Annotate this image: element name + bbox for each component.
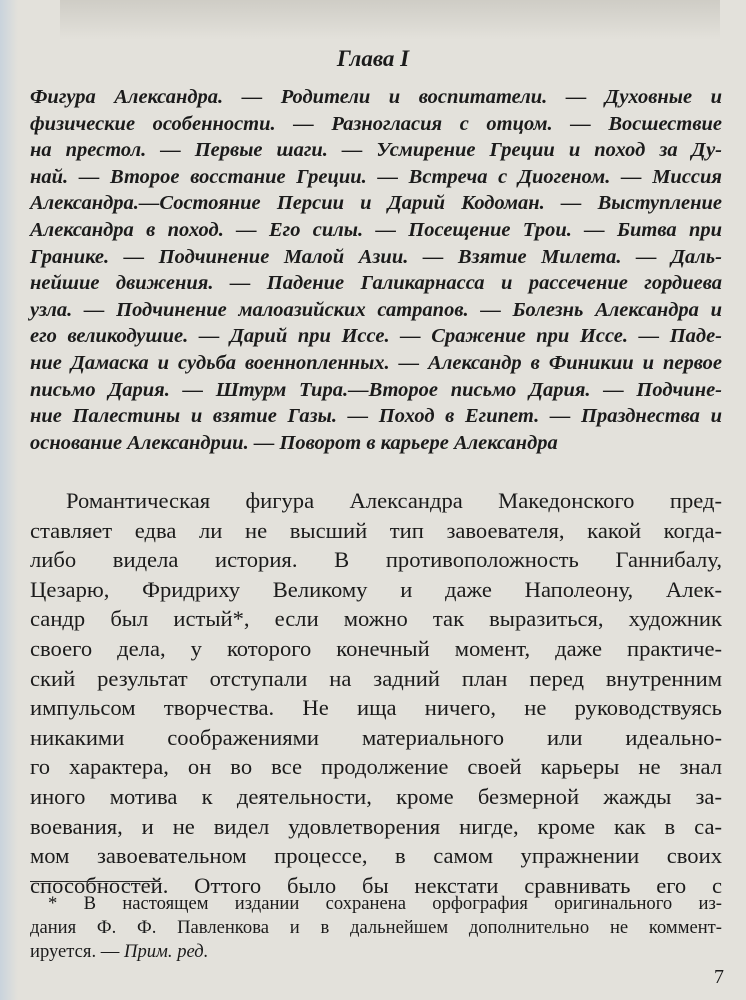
body-line: ставляет едва ли не высший тип завоевателя, какой когда-	[30, 517, 722, 543]
summary-line: Александра в поход. — Его силы. — Посещение Трои. — Битва при	[30, 218, 722, 241]
summary-line: физические особенности. — Разногласия с отцом. — Восшествие	[30, 112, 722, 135]
body-line: иного мотива к деятельности, кроме безмерной жажды за-	[30, 783, 722, 809]
summary-line: основание Александрии. — Поворот в карьере Александра	[30, 431, 558, 454]
footnote-divider	[30, 881, 160, 882]
summary-line: нейшие движения. — Падение Галикарнасса и рассечение гордиева	[30, 272, 722, 295]
footnote-line-last	[30, 940, 722, 964]
body-line: никакими соображениями материального или идеально-	[30, 724, 722, 750]
summary-line: узла. — Подчинение малоазийских сатрапов. — Болезнь Александра и	[30, 298, 722, 321]
summary-line: ние Дамаска и судьба военнопленных. — Александр в Финикии и первое	[30, 351, 722, 374]
page-edge-shadow	[0, 0, 18, 1000]
page-number: 7	[714, 966, 724, 988]
body-line: мом завоевательном процессе, в самом упражнении своих	[30, 843, 722, 869]
footnote-text: ируется. —	[30, 941, 125, 963]
body-line: либо видела история. В противоположность Ганнибалу,	[30, 547, 722, 573]
body-line: своего дела, у которого конечный момент, даже практиче-	[30, 635, 722, 661]
editor-note: Прим. ред.	[124, 941, 209, 963]
summary-line: най. — Второе восстание Греции. — Встреча с Диогеном. — Миссия	[30, 165, 722, 188]
summary-line: ние Палестины и взятие Газы. — Поход в Египет. — Празднества и	[30, 405, 722, 428]
body-line: импульсом творчества. Не ища ничего, не руководствуясь	[30, 695, 722, 721]
body-paragraph	[30, 486, 722, 900]
body-line: способностей. Оттого было бы некстати сравнивать его с	[30, 872, 722, 898]
summary-line: Гранике. — Подчинение Малой Азии. — Взятие Милета. — Даль-	[30, 245, 722, 268]
body-line: воевания, и не видел удовлетворения нигде, кроме как в са-	[30, 813, 722, 839]
body-line: ский результат отступали на задний план перед внутренним	[30, 665, 722, 691]
footnote-line: дания Ф. Ф. Павленкова и в дальнейшем дополнительно не коммент-	[30, 917, 722, 939]
chapter-summary	[30, 84, 722, 456]
summary-line: его великодушие. — Дарий при Иссе. — Сражение при Иссе. — Паде-	[30, 325, 722, 348]
summary-line: Александра.—Состояние Персии и Дарий Кодоман. — Выступление	[30, 192, 722, 215]
summary-line: письмо Дария. — Штурм Тира.—Второе письмо Дария. — Подчине-	[30, 378, 722, 401]
bleed-through-shadow	[60, 0, 720, 40]
chapter-title: Глава I	[336, 46, 410, 71]
body-line: сандр был истый*, если можно так выразиться, художник	[30, 606, 722, 632]
summary-line: на престол. — Первые шаги. — Усмирение Греции и поход за Ду-	[30, 139, 722, 162]
body-line: Романтическая фигура Александра Македонского пред-	[66, 488, 722, 513]
body-line: го характера, он во все продолжение своей карьеры не знал	[30, 754, 722, 780]
footnote-line: * В настоящем издании сохранена орфография оригинального из-	[48, 893, 722, 914]
summary-line: Фигура Александра. — Родители и воспитатели. — Духовные и	[30, 86, 722, 108]
footnote	[30, 892, 722, 965]
body-line: Цезарю, Фридриху Великому и даже Наполеону, Алек-	[30, 576, 722, 602]
